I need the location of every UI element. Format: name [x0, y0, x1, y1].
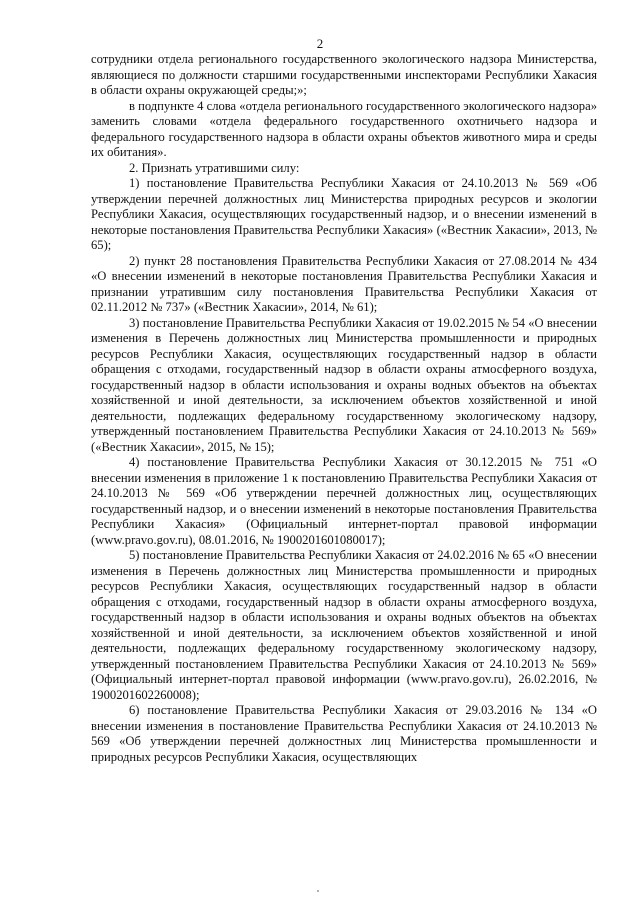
- document-body: [91, 52, 597, 765]
- list-item-1: 1) постановление Правительства Республики Хакасия от 24.10.2013 № 569 «Об утверждении перечней должностных лиц Министерства природных ресурсов и экологии Республики Хакасия, осуществляющих государственный надзор, и о внесении изменений в некоторые постановления Правительства Республики Хакасия» («Вестник Хакасии», 2013, № 65);: [91, 176, 597, 252]
- list-item-2: 2) пункт 28 постановления Правительства Республики Хакасия от 27.08.2014 № 434 «О внесении изменений в некоторые постановления Правительства Республики Хакасия и признании утратившим силу постановления Правительства Республики Хакасия от 02.11.2012 № 737» («Вестник Хакасии», 2014, № 61);: [91, 253, 597, 314]
- paragraph-subitem-4-amendment: в подпункте 4 слова «отдела регионального государственного экологического надзора» заменить словами «отдела федерального государственного охотничьего надзора и федерального государственного надзора в области охраны объектов животного мира и среды их обитания».: [91, 98, 597, 159]
- list-item-5: 5) постановление Правительства Республики Хакасия от 24.02.2016 № 65 «О внесении изменения в Перечень должностных лиц Министерства промышленности и природных ресурсов Республики Хакасия, осуществляющих государственный надзор в области обращения с отходами, государственный надзор в области охраны атмосферного воздуха, государственный надзор в области использования и охраны водных объектов на объектах хозяйственной и иной деятельности, за исключением объектов хозяйственной и иной деятельности, подлежащих федеральному государственному экологическому надзору, утвержденный постановлением Правительства Республики Хакасия от 24.10.2013 № 569» (Официальный интернет-портал правовой информации (www.pravo.gov.ru), 26.02.2016, № 1900201602260008);: [91, 548, 597, 702]
- list-item-4: 4) постановление Правительства Республики Хакасия от 30.12.2015 № 751 «О внесении изменения в приложение 1 к постановлению Правительства Республики Хакасия от 24.10.2013 № 569 «Об утверждении перечней должностных лиц, осуществляющих государственный надзор, и о внесении изменений в некоторые постановления Правительства Республики Хакасия» (Официальный интернет-портал правовой информации (www.pravo.gov.ru), 08.01.2016, № 1900201601080017);: [91, 455, 597, 547]
- scan-speck: [317, 890, 319, 892]
- list-item-6: 6) постановление Правительства Республики Хакасия от 29.03.2016 № 134 «О внесении изменения в постановление Правительства Республики Хакасия от 24.10.2013 № 569 «Об утверждении перечней должностных лиц Министерства промышленности и природных ресурсов Республики Хакасия, осуществляющих: [91, 703, 597, 764]
- page-number: 2: [316, 36, 324, 51]
- paragraph-section-2-heading: 2. Признать утратившими силу:: [129, 160, 300, 175]
- list-item-3: 3) постановление Правительства Республики Хакасия от 19.02.2015 № 54 «О внесении изменения в Перечень должностных лиц Министерства промышленности и природных ресурсов Республики Хакасия, осуществляющих государственный надзор в области обращения с отходами, государственный надзор в области охраны атмосферного воздуха, государственный надзор в области использования и охраны водных объектов на объектах хозяйственной и иной деятельности, за исключением объектов хозяйственной и иной деятельности, подлежащих федеральному государственному экологическому надзору, утвержденный постановлением Правительства Республики Хакасия от 24.10.2013 № 569» («Вестник Хакасии», 2015, № 15);: [91, 315, 597, 454]
- paragraph-continuation: сотрудники отдела регионального государственного экологического надзора Министерства, являющиеся по должности старшими государственными инспекторами Республики Хакасия в области охраны окружающей среды;»;: [91, 52, 597, 97]
